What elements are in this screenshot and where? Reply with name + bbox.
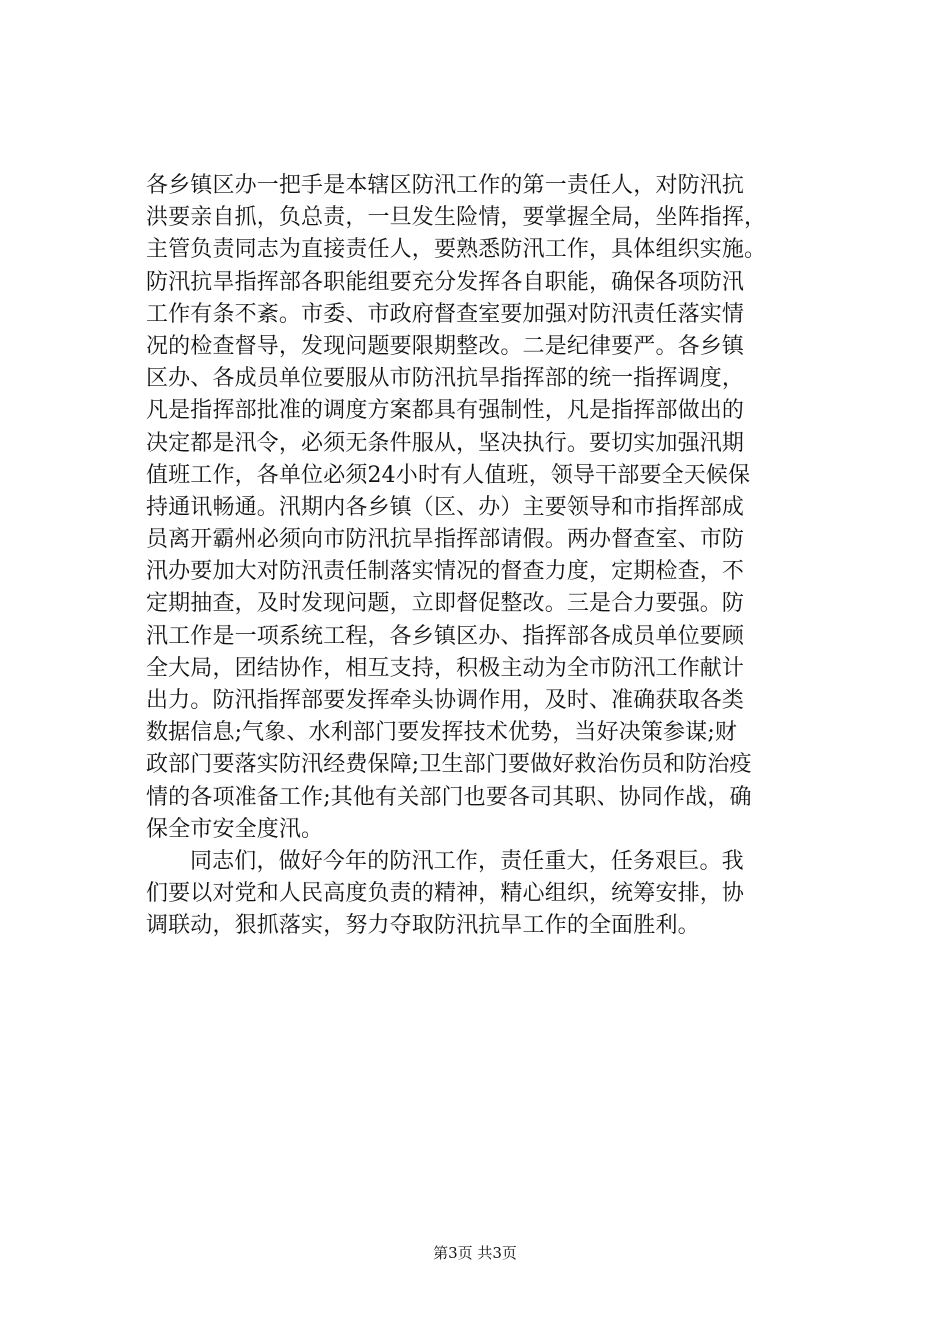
text-line: 况的检查督导，发现问题要限期整改。二是纪律要严。各乡镇	[146, 333, 745, 359]
body-text	[146, 170, 826, 943]
text-line: 汛办要加大对防汛责任制落实情况的督查力度，定期检查，不	[146, 559, 745, 585]
text-line: 决定都是汛令，必须无条件服从，坚决执行。要切实加强汛期	[146, 430, 745, 456]
page-number: 第3页 共3页	[433, 1244, 517, 1262]
text-line: 保全市安全度汛。	[146, 816, 324, 842]
text-line: 区办、各成员单位要服从市防汛抗旱指挥部的统一指挥调度，	[146, 366, 745, 392]
text-line: 防汛抗旱指挥部各职能组要充分发挥各自职能，确保各项防汛	[146, 269, 745, 295]
text-line: 出力。防汛指挥部要发挥牵头协调作用，及时、准确获取各类	[146, 688, 745, 713]
paragraph-start-line: 同志们，做好今年的防汛工作，责任重大，任务艰巨。我	[190, 848, 744, 874]
text-line: 主管负责同志为直接责任人，要熟悉防汛工作，具体组织实施。	[146, 237, 767, 263]
text-line: 情的各项准备工作;其他有关部门也要各司其职、协同作战，确	[146, 784, 752, 810]
text-line: 数据信息;气象、水利部门要发挥技术优势，当好决策参谋;财	[146, 720, 738, 746]
text-line: 汛工作是一项系统工程，各乡镇区办、指挥部各成员单位要顾	[146, 623, 745, 649]
text-line: 定期抽查，及时发现问题，立即督促整改。三是合力要强。防	[146, 591, 745, 617]
text-line: 员离开霸州必须向市防汛抗旱指挥部请假。两办督查室、市防	[146, 527, 745, 553]
text-line: 全大局，团结协作，相互支持，积极主动为全市防汛工作献计	[146, 655, 745, 681]
text-line: 值班工作，各单位必须24小时有人值班，领导干部要全天候保	[146, 462, 751, 488]
text-line: 们要以对党和人民高度负责的精神，精心组织，统筹安排，协	[146, 881, 745, 907]
text-line: 持通讯畅通。汛期内各乡镇（区、办）主要领导和市指挥部成	[146, 494, 745, 520]
page-footer	[0, 1243, 950, 1263]
text-line: 洪要亲自抓，负总责，一旦发生险情，要掌握全局，坐阵指挥，	[146, 205, 767, 231]
text-line: 各乡镇区办一把手是本辖区防汛工作的第一责任人，对防汛抗	[146, 173, 745, 198]
text-line: 凡是指挥部批准的调度方案都具有强制性，凡是指挥部做出的	[146, 398, 745, 424]
text-line: 工作有条不紊。市委、市政府督查室要加强对防汛责任落实情	[146, 301, 745, 327]
text-line: 政部门要落实防汛经费保障;卫生部门要做好救治伤员和防治疫	[146, 752, 752, 778]
text-line: 调联动，狠抓落实，努力夺取防汛抗旱工作的全面胜利。	[146, 913, 700, 939]
